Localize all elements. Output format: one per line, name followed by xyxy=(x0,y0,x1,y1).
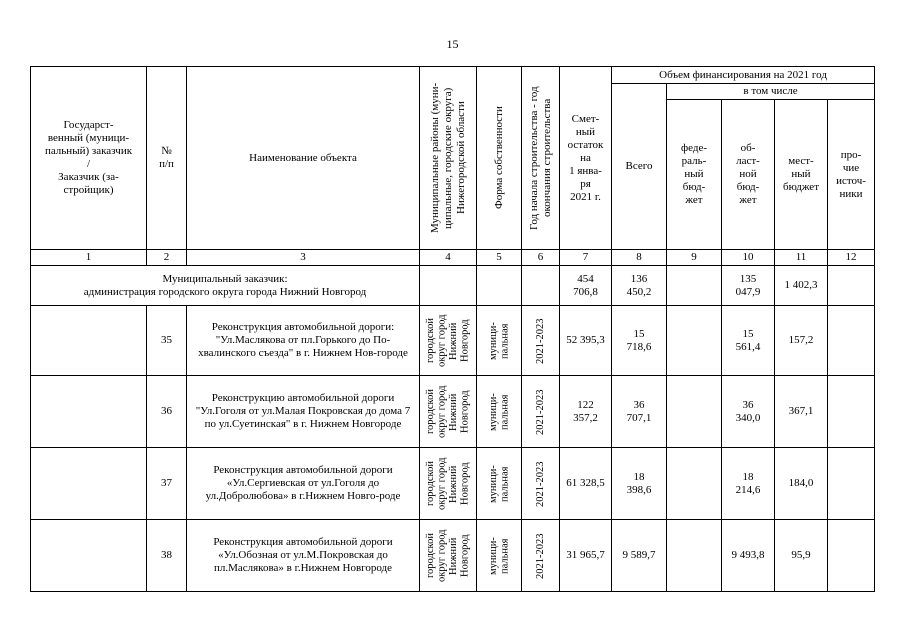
column-number: 3 xyxy=(187,250,420,266)
other xyxy=(828,376,875,448)
column-number: 7 xyxy=(560,250,612,266)
header-federal: феде- раль- ный бюд- жет xyxy=(667,100,722,250)
header-object-name: Наименование объекта xyxy=(187,67,420,250)
table-row xyxy=(31,520,875,592)
object-name: Реконструкция автомобильной дороги «Ул.Сергиевская от ул.Гоголя до ул.Добролюбова» в г.Нижнем Новго-роде xyxy=(187,448,420,520)
header-other: про- чие источ- ники xyxy=(828,100,875,250)
column-number: 10 xyxy=(722,250,775,266)
header-ownership: Форма собственности xyxy=(477,67,522,250)
total: 36 707,1 xyxy=(612,376,667,448)
summary-estimate: 454 706,8 xyxy=(560,266,612,306)
federal xyxy=(667,306,722,376)
table-row xyxy=(31,306,875,376)
column-number-row xyxy=(31,250,875,266)
summary-row xyxy=(31,266,875,306)
header-total: Всего xyxy=(612,84,667,250)
financing-table xyxy=(30,66,875,592)
page-number: 15 xyxy=(446,37,459,51)
header-district: Муниципальные районы (муни-ципальные, городские округа) Нижегородской области xyxy=(420,67,477,250)
header-customer: Государст- венный (муници- пальный) заказчик / Заказчик (за- стройщик) xyxy=(31,67,147,250)
object-name: Реконструкция автомобильной дороги: "Ул.Маслякова от пл.Горького до По-хвалинского съезда" в г. Нижнем Нов-городе xyxy=(187,306,420,376)
years: 2021-2023 xyxy=(522,448,560,520)
header-number: № п/п xyxy=(147,67,187,250)
summary-other xyxy=(828,266,875,306)
total: 18 398,6 xyxy=(612,448,667,520)
ownership: муници-пальная xyxy=(477,520,522,592)
regional: 9 493,8 xyxy=(722,520,775,592)
header-local: мест- ный бюджет xyxy=(775,100,828,250)
district: городской округ город Нижний Новгород xyxy=(420,306,477,376)
column-number: 6 xyxy=(522,250,560,266)
district: городской округ город Нижний Новгород xyxy=(420,520,477,592)
federal xyxy=(667,376,722,448)
row-number: 35 xyxy=(147,306,187,376)
column-number: 5 xyxy=(477,250,522,266)
object-name: Реконструкцию автомобильной дороги "Ул.Гоголя от ул.Малая Покровская до дома 7 по ул.Суетинская" в г. Нижнем Новгороде xyxy=(187,376,420,448)
estimate: 61 328,5 xyxy=(560,448,612,520)
header-years: Год начала строительства - год окончания строительства xyxy=(522,67,560,250)
header-including: в том числе xyxy=(667,84,875,100)
local: 95,9 xyxy=(775,520,828,592)
ownership: муници-пальная xyxy=(477,448,522,520)
estimate: 31 965,7 xyxy=(560,520,612,592)
summary-federal xyxy=(667,266,722,306)
federal xyxy=(667,448,722,520)
regional: 18 214,6 xyxy=(722,448,775,520)
other xyxy=(828,306,875,376)
column-number: 11 xyxy=(775,250,828,266)
header-funding-2021: Объем финансирования на 2021 год xyxy=(612,67,875,84)
federal xyxy=(667,520,722,592)
years: 2021-2023 xyxy=(522,376,560,448)
other xyxy=(828,520,875,592)
column-number: 12 xyxy=(828,250,875,266)
summary-customer: Муниципальный заказчик: администрация городского округа города Нижний Новгород xyxy=(31,266,420,306)
local: 157,2 xyxy=(775,306,828,376)
column-number: 2 xyxy=(147,250,187,266)
summary-regional: 135 047,9 xyxy=(722,266,775,306)
years: 2021-2023 xyxy=(522,520,560,592)
header-regional: об- ласт- ной бюд- жет xyxy=(722,100,775,250)
summary-local: 1 402,3 xyxy=(775,266,828,306)
header-estimate: Смет- ный остаток на 1 янва- ря 2021 г. xyxy=(560,67,612,250)
estimate: 122 357,2 xyxy=(560,376,612,448)
row-number: 38 xyxy=(147,520,187,592)
ownership: муници-пальная xyxy=(477,306,522,376)
column-number: 4 xyxy=(420,250,477,266)
column-number: 9 xyxy=(667,250,722,266)
total: 9 589,7 xyxy=(612,520,667,592)
column-number: 8 xyxy=(612,250,667,266)
district: городской округ город Нижний Новгород xyxy=(420,448,477,520)
row-number: 37 xyxy=(147,448,187,520)
estimate: 52 395,3 xyxy=(560,306,612,376)
row-number: 36 xyxy=(147,376,187,448)
total: 15 718,6 xyxy=(612,306,667,376)
other xyxy=(828,448,875,520)
local: 184,0 xyxy=(775,448,828,520)
local: 367,1 xyxy=(775,376,828,448)
years: 2021-2023 xyxy=(522,306,560,376)
district: городской округ город Нижний Новгород xyxy=(420,376,477,448)
column-number: 1 xyxy=(31,250,147,266)
regional: 36 340,0 xyxy=(722,376,775,448)
table-row xyxy=(31,376,875,448)
summary-total: 136 450,2 xyxy=(612,266,667,306)
ownership: муници-пальная xyxy=(477,376,522,448)
table-row xyxy=(31,448,875,520)
regional: 15 561,4 xyxy=(722,306,775,376)
object-name: Реконструкция автомобильной дороги «Ул.Обозная от ул.М.Покровская до пл.Маслякова» в г.Нижнем Новгороде xyxy=(187,520,420,592)
